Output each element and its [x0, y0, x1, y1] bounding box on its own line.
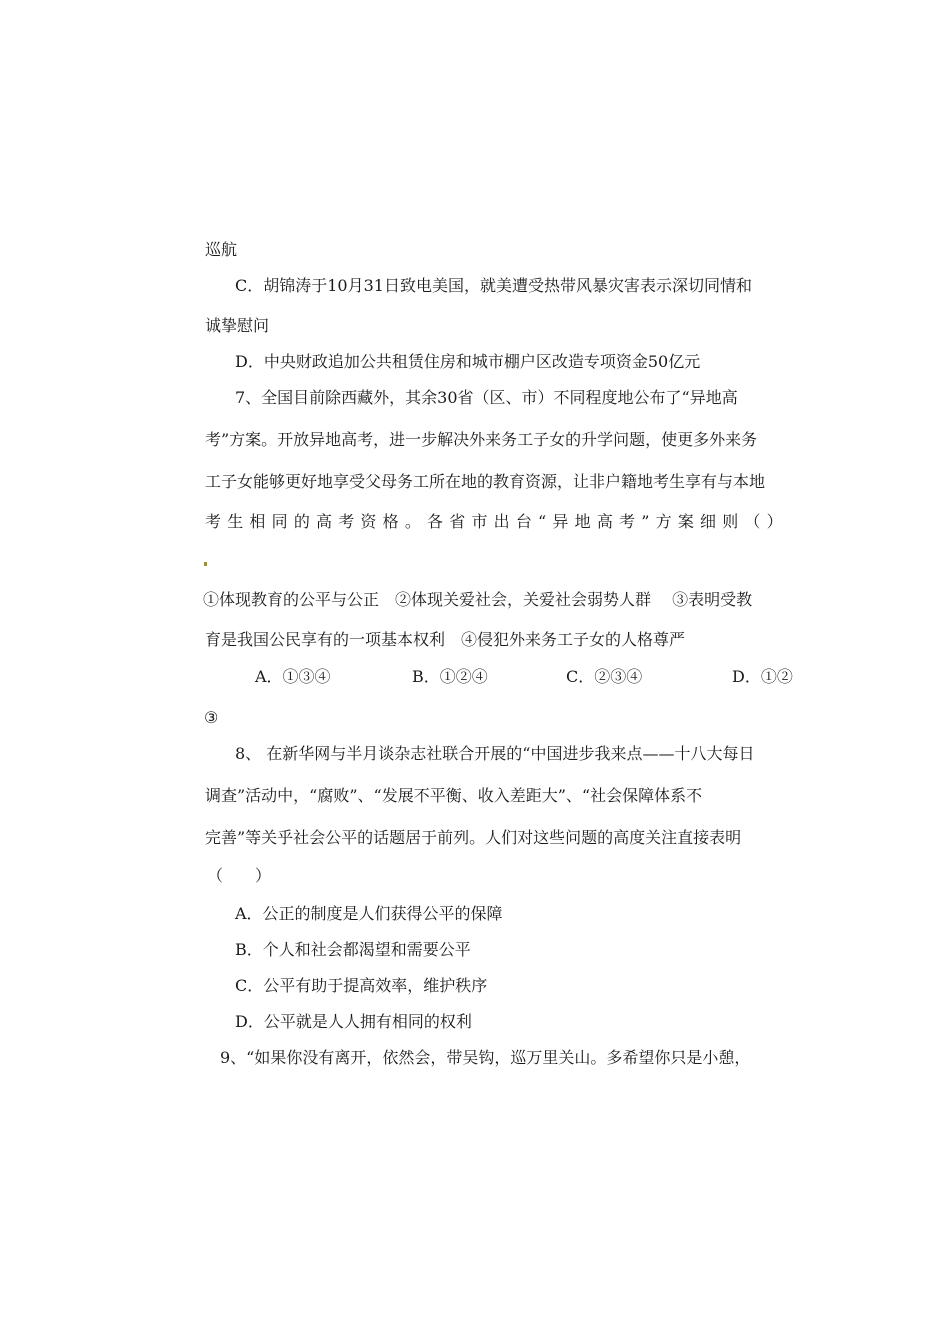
- q7-option-b: B．①②④: [412, 667, 488, 686]
- stray-mark: [204, 562, 207, 566]
- q7-stem-line4-char: 高: [596, 512, 613, 531]
- q9-stem-line1: 9、“如果你没有离开，依然会，带吴钩，巡万里关山。多希望你只是小憩，: [220, 1048, 751, 1067]
- q8-option-d: D．公平就是人人拥有相同的权利: [235, 1012, 472, 1031]
- q7-stem-line4-char: （: [744, 512, 761, 531]
- q7-stem-line4-char: 方: [655, 512, 672, 531]
- q8-option-c: C．公平有助于提高效率，维护秩序: [235, 976, 488, 995]
- q8-option-b: B．个人和社会都渴望和需要公平: [235, 940, 471, 959]
- q7-stem-line4-char: 高: [316, 512, 333, 531]
- q6-option-c-line2: 诚挚慰问: [205, 316, 270, 335]
- q7-stem-line4-char: 的: [293, 512, 310, 531]
- q7-stem-line4-char: 资: [360, 512, 377, 531]
- q7-stem-line4-char: 省: [449, 512, 466, 531]
- q7-stem-line4-char: “: [538, 512, 547, 531]
- q7-stem-line3: 工子女能够更好地享受父母务工所在地的教育资源，让非户籍地考生享有与本地: [205, 472, 766, 491]
- q7-stem-line4-char: 考: [619, 512, 636, 531]
- q7-stem-line4-char: 案: [677, 512, 694, 531]
- q7-stem-line4-char: 生: [227, 512, 244, 531]
- q7-stem-line4: [205, 512, 783, 532]
- q7-stem-line4-char: 细: [700, 512, 717, 531]
- q6-option-c-line1: C．胡锦涛于10月31日致电美国，就美遭受热带风暴灾害表示深切同情和: [235, 276, 752, 295]
- q6-option-d: D．中央财政追加公共租赁住房和城市棚户区改造专项资金50亿元: [235, 352, 701, 371]
- q7-statements-line1: ①体现教育的公平与公正 ②体现关爱社会，关爱社会弱势人群 ③表明受教: [203, 590, 753, 609]
- q7-stem-line4-char: 相: [249, 512, 266, 531]
- q7-option-d-wrap: ③: [204, 708, 219, 727]
- q8-stem-line3: 完善”等关乎社会公平的话题居于前列。人们对这些问题的高度关注直接表明: [205, 828, 742, 847]
- q7-statements-line2: 育是我国公民享有的一项基本权利 ④侵犯外来务工子女的人格尊严: [205, 630, 686, 649]
- q7-stem-line4-char: 考: [205, 512, 222, 531]
- q7-stem-line4-char: 考: [338, 512, 355, 531]
- q7-stem-line4-char: 则: [722, 512, 739, 531]
- q7-stem-line4-char: 各: [427, 512, 444, 531]
- q7-option-c: C．②③④: [566, 667, 643, 686]
- q8-stem-line1: 8、 在新华网与半月谈杂志社联合开展的“中国进步我来点——十八大每日: [235, 744, 755, 763]
- q7-stem-line4-char: 。: [404, 512, 421, 531]
- q7-stem-line1: 7、全国目前除西藏外，其余30省（区、市）不同程度地公布了“异地高: [235, 388, 738, 407]
- q7-option-d: D．①②: [732, 667, 793, 686]
- q7-stem-line4-char: 异: [552, 512, 569, 531]
- q7-stem-line4-char: 格: [382, 512, 399, 531]
- q7-stem-line2: 考”方案。开放异地高考，进一步解决外来务工子女的升学问题，使更多外来务: [205, 430, 758, 449]
- q7-stem-line4-char: 台: [515, 512, 532, 531]
- q6-continuation-text: 巡航: [205, 240, 238, 259]
- q7-stem-line4-char: 地: [574, 512, 591, 531]
- q7-stem-line4-char: 市: [471, 512, 488, 531]
- q8-stem-line4: （ ）: [207, 866, 272, 885]
- q7-stem-line4-char: 同: [271, 512, 288, 531]
- q8-option-a: A．公正的制度是人们获得公平的保障: [235, 904, 503, 923]
- q7-stem-line4-char: ”: [641, 512, 650, 531]
- q7-stem-line4-char: 出: [493, 512, 510, 531]
- q7-stem-line4-char: ）: [766, 512, 783, 531]
- q7-option-a: A．①③④: [255, 667, 331, 686]
- q8-stem-line2: 调查”活动中，“腐败”、“发展不平衡、收入差距大”、“社会保障体系不: [205, 786, 703, 805]
